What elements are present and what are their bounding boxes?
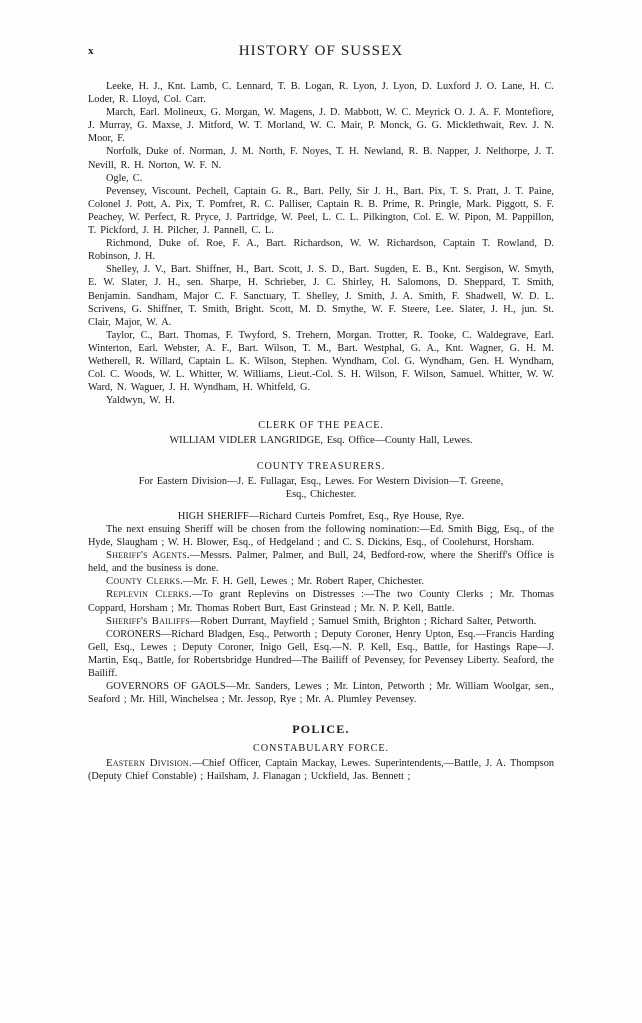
police-eastern-division-label: Eastern Division. bbox=[106, 757, 192, 770]
county-clerks-label: County Clerks. bbox=[106, 575, 184, 588]
heading-clerk-of-the-peace: CLERK OF THE PEACE. bbox=[258, 420, 384, 432]
heading-county-treasurers: COUNTY TREASURERS. bbox=[256, 460, 386, 472]
county-treasurers-line-2: Esq., Chichester. bbox=[285, 489, 357, 501]
high-sheriff-line: HIGH SHERIFF—Richard Curteis Pomfret, Esq., Rye House, Rye. bbox=[177, 510, 465, 522]
sheriffs-bailiffs-body: —Robert Durrant, Mayfield ; Samuel Smith, Brighton ; Richard Salter, Petworth. bbox=[189, 615, 537, 627]
names-block: Taylor, C., Bart. Thomas, F. Twyford, S. Trehern, Morgan. Trotter, R. Tooke, C. Waldegrave, Earl. Winterton, Earl. Webster, A. F., Bart. Wilson, T. M., Bart. Westphal, G. A., Knt. Wagner, G. H. M. Wetherell, R. Willard, Captain L. K. Wilson, Stephen. Wyndham, Col. G. Wyndham, Gen. H. Wyndham, Col. C. Woods, W. L. Whitter, W. Williams, Lieut.-Col. S. H. Wilson, F. Wilson, Samuel. Whitter, W. W. Ward, N. Waguer, J. H. Wyndham, H. Whitfeld, G. bbox=[88, 329, 554, 394]
county-treasurers-line-1: For Eastern Division—J. E. Fullagar, Esq., Lewes. For Western Division—T. Greene, bbox=[138, 475, 504, 487]
sheriffs-agents-label: Sheriff's Agents. bbox=[106, 549, 190, 562]
coroners-paragraph: CORONERS—Richard Bladgen, Esq., Petworth ; Deputy Coroner, Henry Upton, Esq.—Francis Harding Gell, Esq., Lewes ; Deputy Coroner, Inigo Gell, Esq.—N. P. Kell, Esq., Battle, for Hastings Rape—J. Martin, Esq., Battle, for Robertsbridge Hundred—The Bailiff of Pevensey, for Pevensey Liberty. Seaford, the Bailiff. bbox=[88, 628, 554, 679]
names-block: Yaldwyn, W. H. bbox=[106, 395, 175, 407]
sheriffs-bailiffs-label: Sheriff's Bailiffs bbox=[106, 614, 190, 627]
replevin-clerks-label: Replevin Clerks. bbox=[106, 588, 192, 601]
high-sheriff-body: The next ensuing Sheriff will be chosen from the following nomination:—Ed. Smith Bigg, Esq., of the Hyde, Slaugham ; W. H. Blower, Esq., of Hedgeland ; and C. S. Dickins, Esq., of Coolehurst, Horsham. bbox=[88, 523, 554, 549]
running-title: HISTORY OF SUSSEX bbox=[238, 43, 404, 59]
sheriffs-agents-body: —Messrs. Palmer, Palmer, and Bull, 24, Bedford-row, where the Sheriff's Office is held, and the business is done. bbox=[88, 550, 554, 575]
police-eastern-division-paragraph bbox=[88, 757, 554, 783]
county-clerks-body: —Mr. F. H. Gell, Lewes ; Mr. Robert Raper, Chichester. bbox=[183, 576, 424, 588]
names-block: Pevensey, Viscount. Pechell, Captain G. R., Bart. Pelly, Sir J. H., Bart. Pix, T. S. Pratt, J. T. Paine, Colonel J. Pott, A. Pix, T. Pomfret, R. C. Palliser, Captain R. B. Prime, R. Pringle, Mark. Piggott, S. F. Peachey, W. Perfect, R. Pryce, J. Partridge, W. Peel, L. C. L. Pilkington, Col. E. W. Pipon, M. Pappillon, T. Pickford, J. H. Pilcher, J. Pannell, C. L. bbox=[88, 185, 554, 237]
governors-of-gaols-paragraph: GOVERNORS OF GAOLS—Mr. Sanders, Lewes ; Mr. Linton, Petworth ; Mr. William Woolgar, sen., Seaford ; Mr. Hill, Winchelsea ; Mr. Jessop, Rye ; Mr. A. Plumley Pevensey. bbox=[88, 681, 554, 706]
names-block: Ogle, C. bbox=[106, 172, 143, 184]
police-eastern-division-body: —Chief Officer, Captain Mackay, Lewes. Superintendents,—Battle, J. A. Thompson (Deputy Chief Constable) ; Hailsham, J. Flanagan ; Uckfield, Jas. Bennett ; bbox=[88, 758, 554, 783]
heading-constabulary-force: CONSTABULARY FORCE. bbox=[253, 743, 389, 755]
replevin-clerks-paragraph bbox=[88, 588, 554, 614]
page-header bbox=[0, 45, 642, 65]
names-block: Norfolk, Duke of. Norman, J. M. North, F. Noyes, T. H. Newland, R. B. Napper, J. Nelthorpe, J. T. Nevill, R. H. Norton, W. F. N. bbox=[88, 146, 554, 171]
sheriffs-bailiffs-paragraph bbox=[88, 615, 554, 628]
replevin-clerks-body: —To grant Replevins on Distresses :—The two County Clerks ; Mr. Thomas Coppard, Horsham ; Mr. Thomas Robert Burt, East Grinstead ; Mr. N. P. Kell, Battle. bbox=[88, 589, 555, 614]
heading-police: POLICE. bbox=[292, 722, 350, 737]
names-block: March, Earl. Molineux, G. Morgan, W. Magens, J. D. Mabbott, W. C. Meyrick O. J. A. F. Montefiore, J. Murray, G. Maxse, J. Mitford, W. T. Morland, W. C. Mair, P. Monck, G. G. Micklethwait, Rev. J. N. Moor, F. bbox=[88, 107, 554, 145]
names-block: Shelley, J. V., Bart. Shiffner, H., Bart. Scott, J. S. D., Bart. Sugden, E. B., Knt. Sergison, W. Smyth, E. W. Slater, J. H., sen. Sharpe, H. Schrieber, J. C. Shirley, H. Salomons, D. Sheppard, T. Smith, Benjamin. Sandham, Major C. F. Sanctuary, T. Shelley, J. Smith, J. A. Smith, F. Shadwell, W. D. L. Scrivens, G. Shiffner, T. Smith, Bright. Scott, M. D. Smythe, W. F. Steere, Lee. Slater, J. H., jun. St. Clair, Major, W. A. bbox=[88, 264, 554, 328]
page-folio: x bbox=[88, 45, 94, 57]
clerk-of-the-peace-body: WILLIAM VIDLER LANGRIDGE, Esq. Office—County Hall, Lewes. bbox=[169, 435, 473, 447]
sheriffs-agents-paragraph bbox=[88, 549, 554, 575]
names-block: Richmond, Duke of. Roe, F. A., Bart. Richardson, W. W. Richardson, Captain T. Rowland, D. Robinson, J. H. bbox=[88, 238, 554, 263]
names-block: Leeke, H. J., Knt. Lamb, C. Lennard, T. B. Logan, R. Lyon, J. Lyon, D. Luxford J. O. Lane, H. C. Loder, R. Lloyd, Col. Carr. bbox=[88, 81, 554, 106]
county-clerks-paragraph bbox=[88, 575, 554, 588]
page-content bbox=[88, 80, 554, 783]
